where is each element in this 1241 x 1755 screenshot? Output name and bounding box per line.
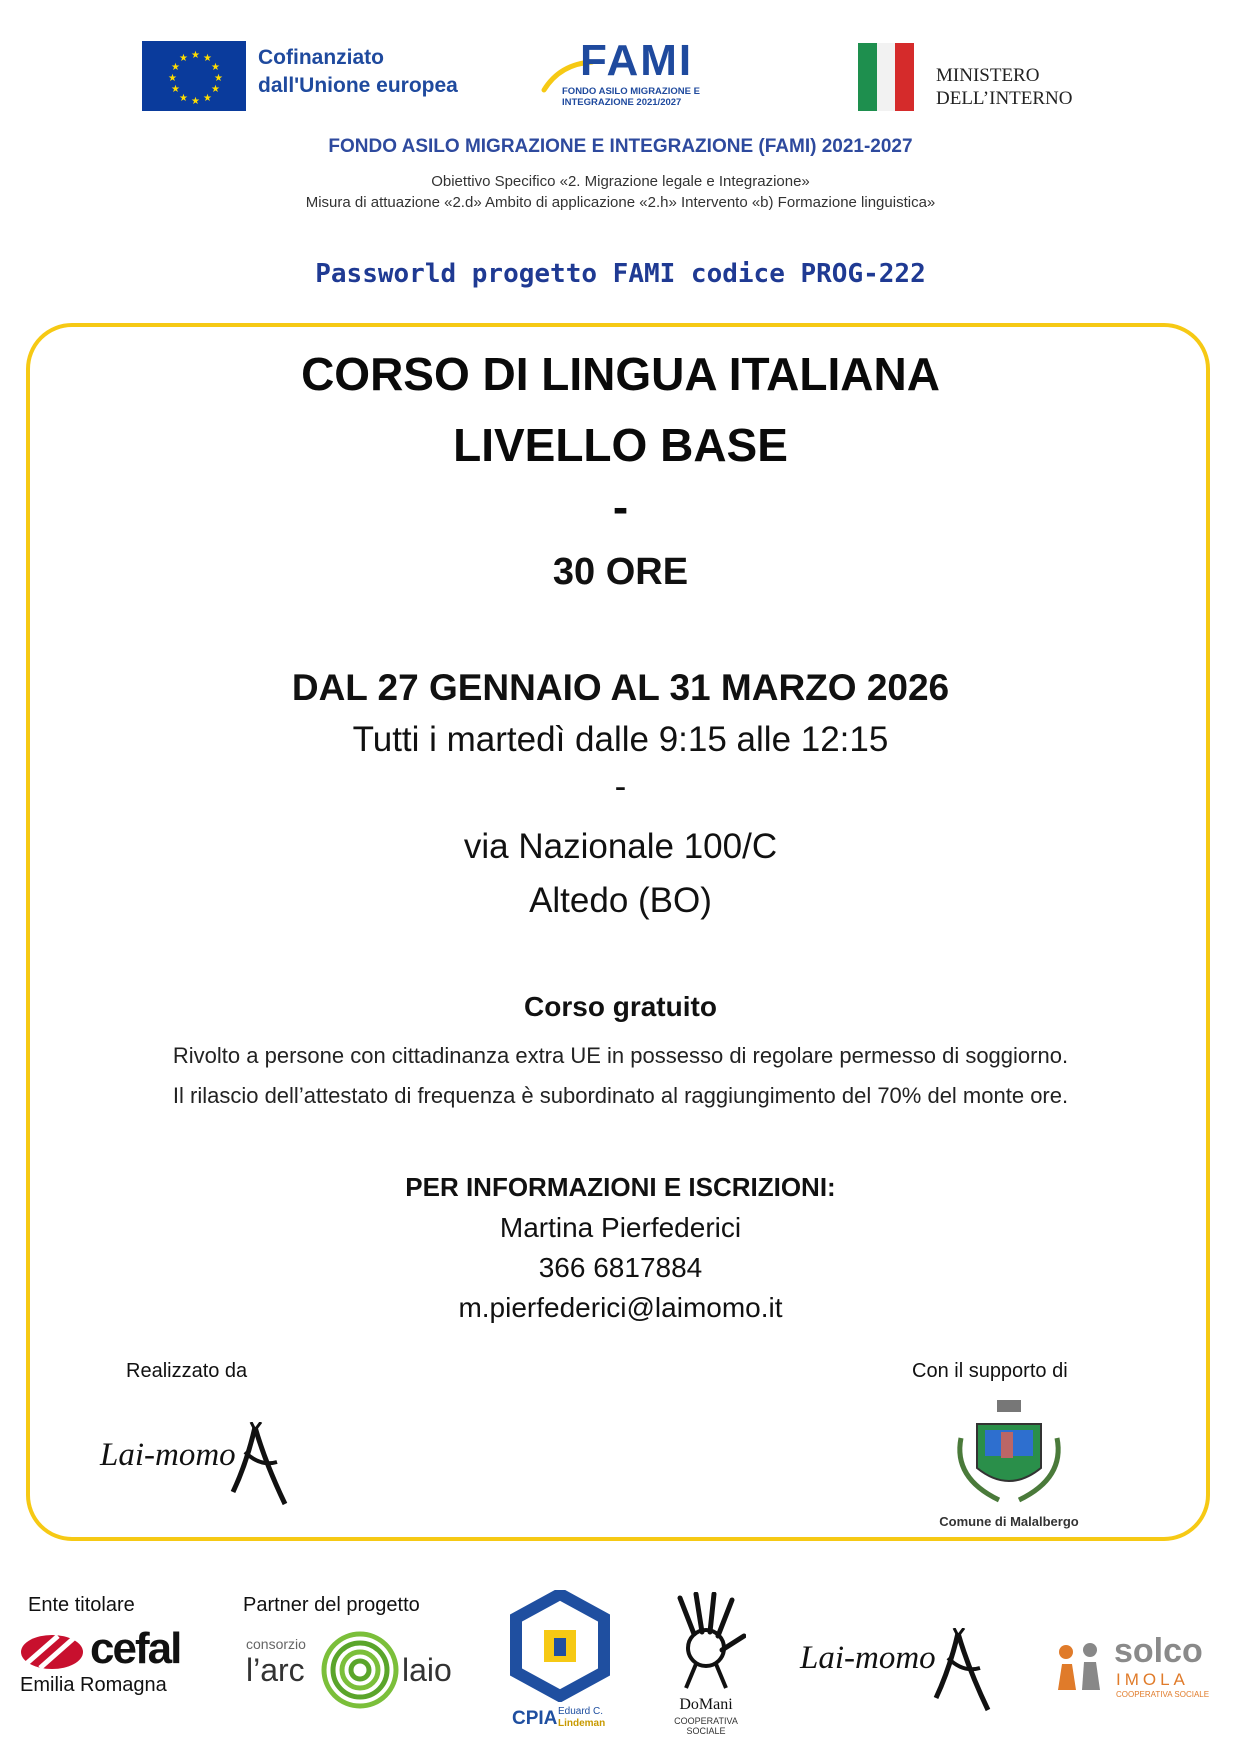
fund-title: FONDO ASILO MIGRAZIONE E INTEGRAZIONE (FAMI) 2021-2027: [328, 136, 913, 157]
domani-logo: DoMani COOPERATIVA SOCIALE: [658, 1592, 754, 1752]
target-text: Rivolto a persone con cittadinanza extra UE in possesso di regolare permesso di soggiorno.: [172, 1043, 1069, 1068]
svg-text:★: ★: [214, 73, 223, 84]
cpia-hexagon-icon: [510, 1590, 610, 1702]
objective-text: Obiettivo Specifico «2. Migrazione legale e Integrazione»: [431, 173, 810, 190]
laimomo-footer-logo: Lai-momo: [800, 1628, 1000, 1718]
address-city: Altedo (BO): [529, 881, 712, 920]
cefal-logo: cefal Emilia Romagna: [20, 1624, 181, 1696]
title-separator: -: [612, 481, 629, 533]
contact-email[interactable]: m.pierfederici@laimomo.it: [458, 1292, 783, 1323]
course-title-line2: LIVELLO BASE: [453, 419, 788, 471]
svg-text:★: ★: [179, 93, 188, 104]
cpia-logo: CPIA Eduard C. Lindeman: [510, 1590, 620, 1750]
italian-flag-logo: [858, 43, 914, 111]
svg-text:★: ★: [171, 84, 180, 95]
svg-text:★: ★: [211, 62, 220, 73]
svg-text:★: ★: [171, 62, 180, 73]
svg-text:★: ★: [203, 53, 212, 64]
contact-heading: PER INFORMAZIONI E ISCRIZIONI:: [405, 1172, 836, 1202]
svg-text:★: ★: [191, 50, 200, 61]
course-schedule: Tutti i martedì dalle 9:15 alle 12:15: [352, 720, 889, 759]
holder-label: Ente titolare: [28, 1594, 135, 1616]
people-icon: [1050, 1642, 1114, 1692]
course-hours: 30 ORE: [552, 551, 689, 593]
svg-text:★: ★: [191, 96, 200, 107]
spiral-icon: [320, 1630, 400, 1710]
coat-of-arms-icon: [949, 1398, 1069, 1508]
certificate-text: Il rilascio dell’attestato di frequenza è subordinato al raggiungimento del 70% del monte ore.: [172, 1083, 1069, 1108]
eu-cofinanced-text: Cofinanziato dall'Unione europea: [258, 46, 458, 97]
support-label: Con il supporto di: [912, 1360, 1068, 1382]
contact-phone[interactable]: 366 6817884: [538, 1252, 703, 1283]
measure-text: Misura di attuazione «2.d» Ambito di applicazione «2.h» Intervento «b) Formazione linguistica»: [305, 194, 936, 211]
laimomo-figure-footer-icon: [928, 1628, 998, 1718]
course-title-line1: CORSO DI LINGUA ITALIANA: [301, 348, 940, 400]
laimomo-logo: Lai-momo: [100, 1422, 300, 1512]
ministero-interno-text: MINISTERO DELL’INTERNO: [936, 65, 1073, 109]
schedule-separator: -: [614, 767, 627, 806]
arcolaio-logo: consorzio l’arc laio: [246, 1630, 461, 1720]
svg-text:★: ★: [211, 84, 220, 95]
project-code: Passworld progetto FAMI codice PROG-222: [315, 259, 926, 289]
cefal-mark-icon: [18, 1632, 88, 1672]
laimomo-figure-icon: [225, 1422, 295, 1512]
svg-text:★: ★: [203, 93, 212, 104]
partners-label: Partner del progetto: [243, 1594, 420, 1616]
svg-text:★: ★: [168, 73, 177, 84]
eu-flag-logo: [142, 41, 246, 111]
fami-logo: FAMI FONDO ASILO MIGRAZIONE E INTEGRAZIONE 2021/2027: [540, 36, 705, 116]
address-street: via Nazionale 100/C: [463, 827, 778, 866]
made-by-label: Realizzato da: [126, 1360, 248, 1382]
course-dates: DAL 27 GENNAIO AL 31 MARZO 2026: [291, 667, 950, 708]
hand-icon: [666, 1592, 746, 1692]
free-course-heading: Corso gratuito: [524, 991, 717, 1022]
comune-malalbergo-logo: Comune di Malalbergo: [924, 1398, 1094, 1533]
contact-name: Martina Pierfederici: [499, 1212, 742, 1243]
solco-logo: solco IMOLA COOPERATIVA SOCIALE: [1050, 1638, 1230, 1708]
svg-text:★: ★: [179, 53, 188, 64]
